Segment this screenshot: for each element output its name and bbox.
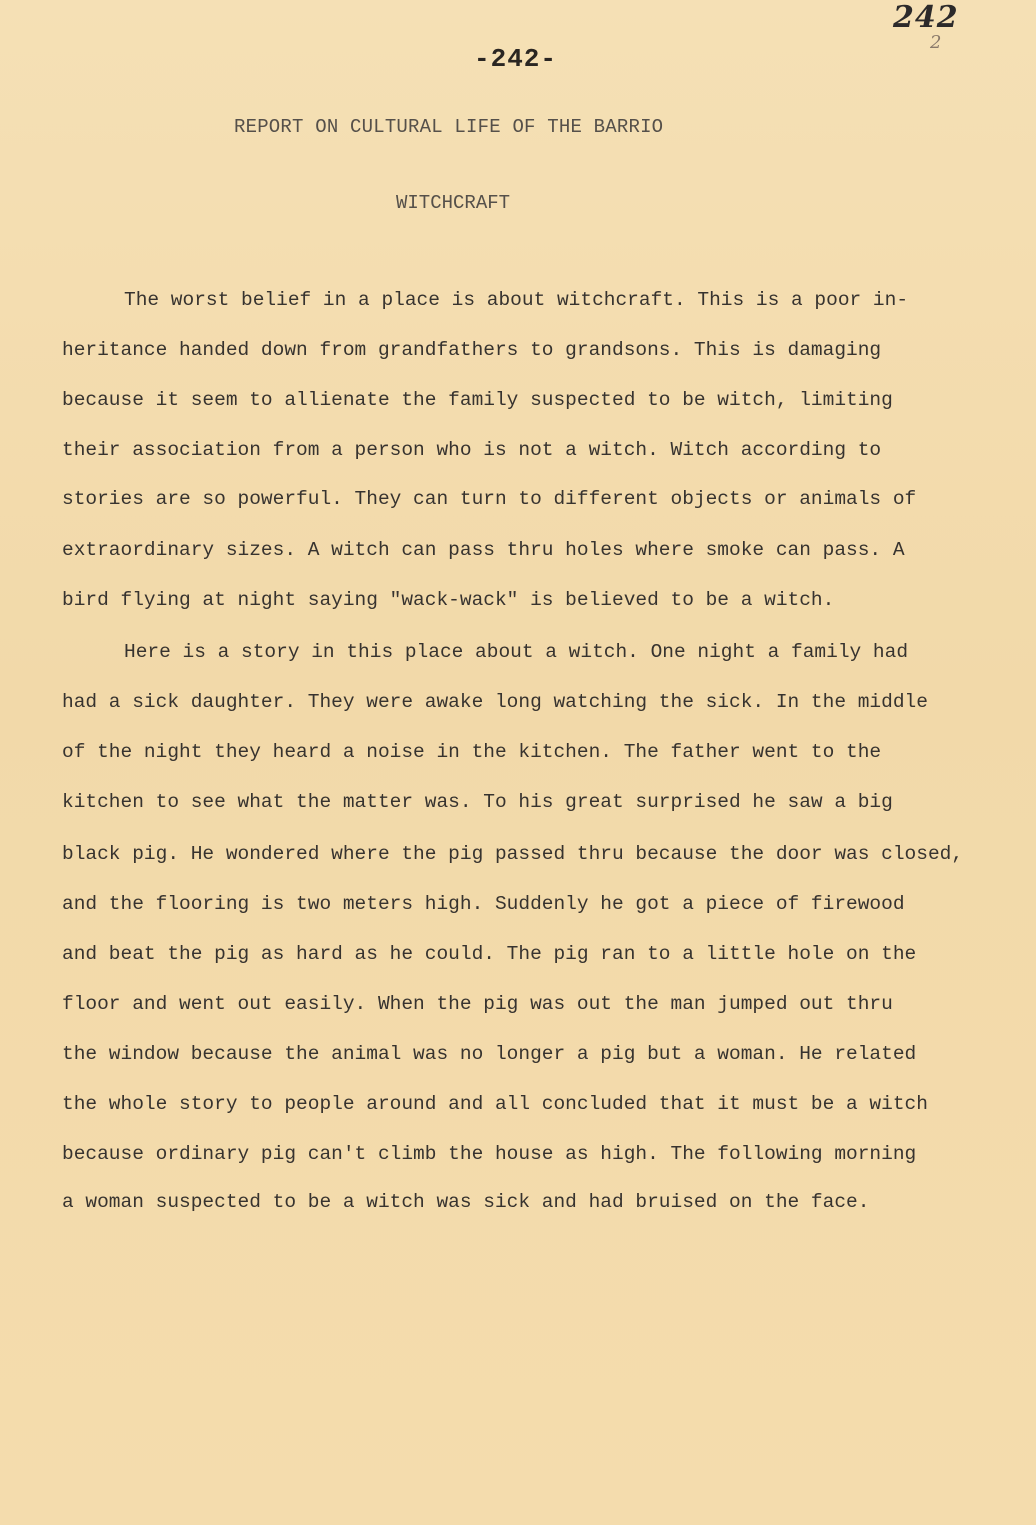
- body-line: black pig. He wondered where the pig passed thru because the door was closed,: [62, 843, 964, 865]
- body-line: extraordinary sizes. A witch can pass thru holes where smoke can pass. A: [62, 539, 905, 561]
- body-line: of the night they heard a noise in the kitchen. The father went to the: [62, 741, 882, 763]
- body-line: a woman suspected to be a witch was sick and had bruised on the face.: [62, 1191, 870, 1213]
- body-line: because ordinary pig can't climb the house as high. The following morning: [62, 1143, 917, 1165]
- body-line: because it seem to allienate the family suspected to be witch, limiting: [62, 389, 893, 411]
- body-line: had a sick daughter. They were awake long watching the sick. In the middle: [62, 691, 928, 713]
- section-heading: WITCHCRAFT: [396, 192, 511, 214]
- body-line: stories are so powerful. They can turn to different objects or animals of: [62, 488, 917, 510]
- body-line: and the flooring is two meters high. Suddenly he got a piece of firewood: [62, 893, 905, 915]
- body-line: and beat the pig as hard as he could. The pig ran to a little hole on the: [62, 943, 917, 965]
- page-number: -242-: [474, 44, 558, 74]
- body-line: floor and went out easily. When the pig was out the man jumped out thru: [62, 993, 893, 1015]
- body-line: their association from a person who is not a witch. Witch according to: [62, 439, 882, 461]
- body-line: kitchen to see what the matter was. To his great surprised he saw a big: [62, 791, 893, 813]
- handwritten-sub-annotation: 2: [930, 32, 942, 53]
- report-title: REPORT ON CULTURAL LIFE OF THE BARRIO: [234, 116, 664, 138]
- body-line: Here is a story in this place about a witch. One night a family had: [124, 641, 909, 663]
- body-line: the window because the animal was no longer a pig but a woman. He related: [62, 1043, 917, 1065]
- handwritten-page-annotation: 242: [893, 0, 959, 35]
- body-line: the whole story to people around and all concluded that it must be a witch: [62, 1093, 928, 1115]
- body-line: bird flying at night saying "wack-wack" is believed to be a witch.: [62, 589, 835, 611]
- body-line: The worst belief in a place is about witchcraft. This is a poor in-: [124, 289, 909, 311]
- body-line: heritance handed down from grandfathers to grandsons. This is damaging: [62, 339, 882, 361]
